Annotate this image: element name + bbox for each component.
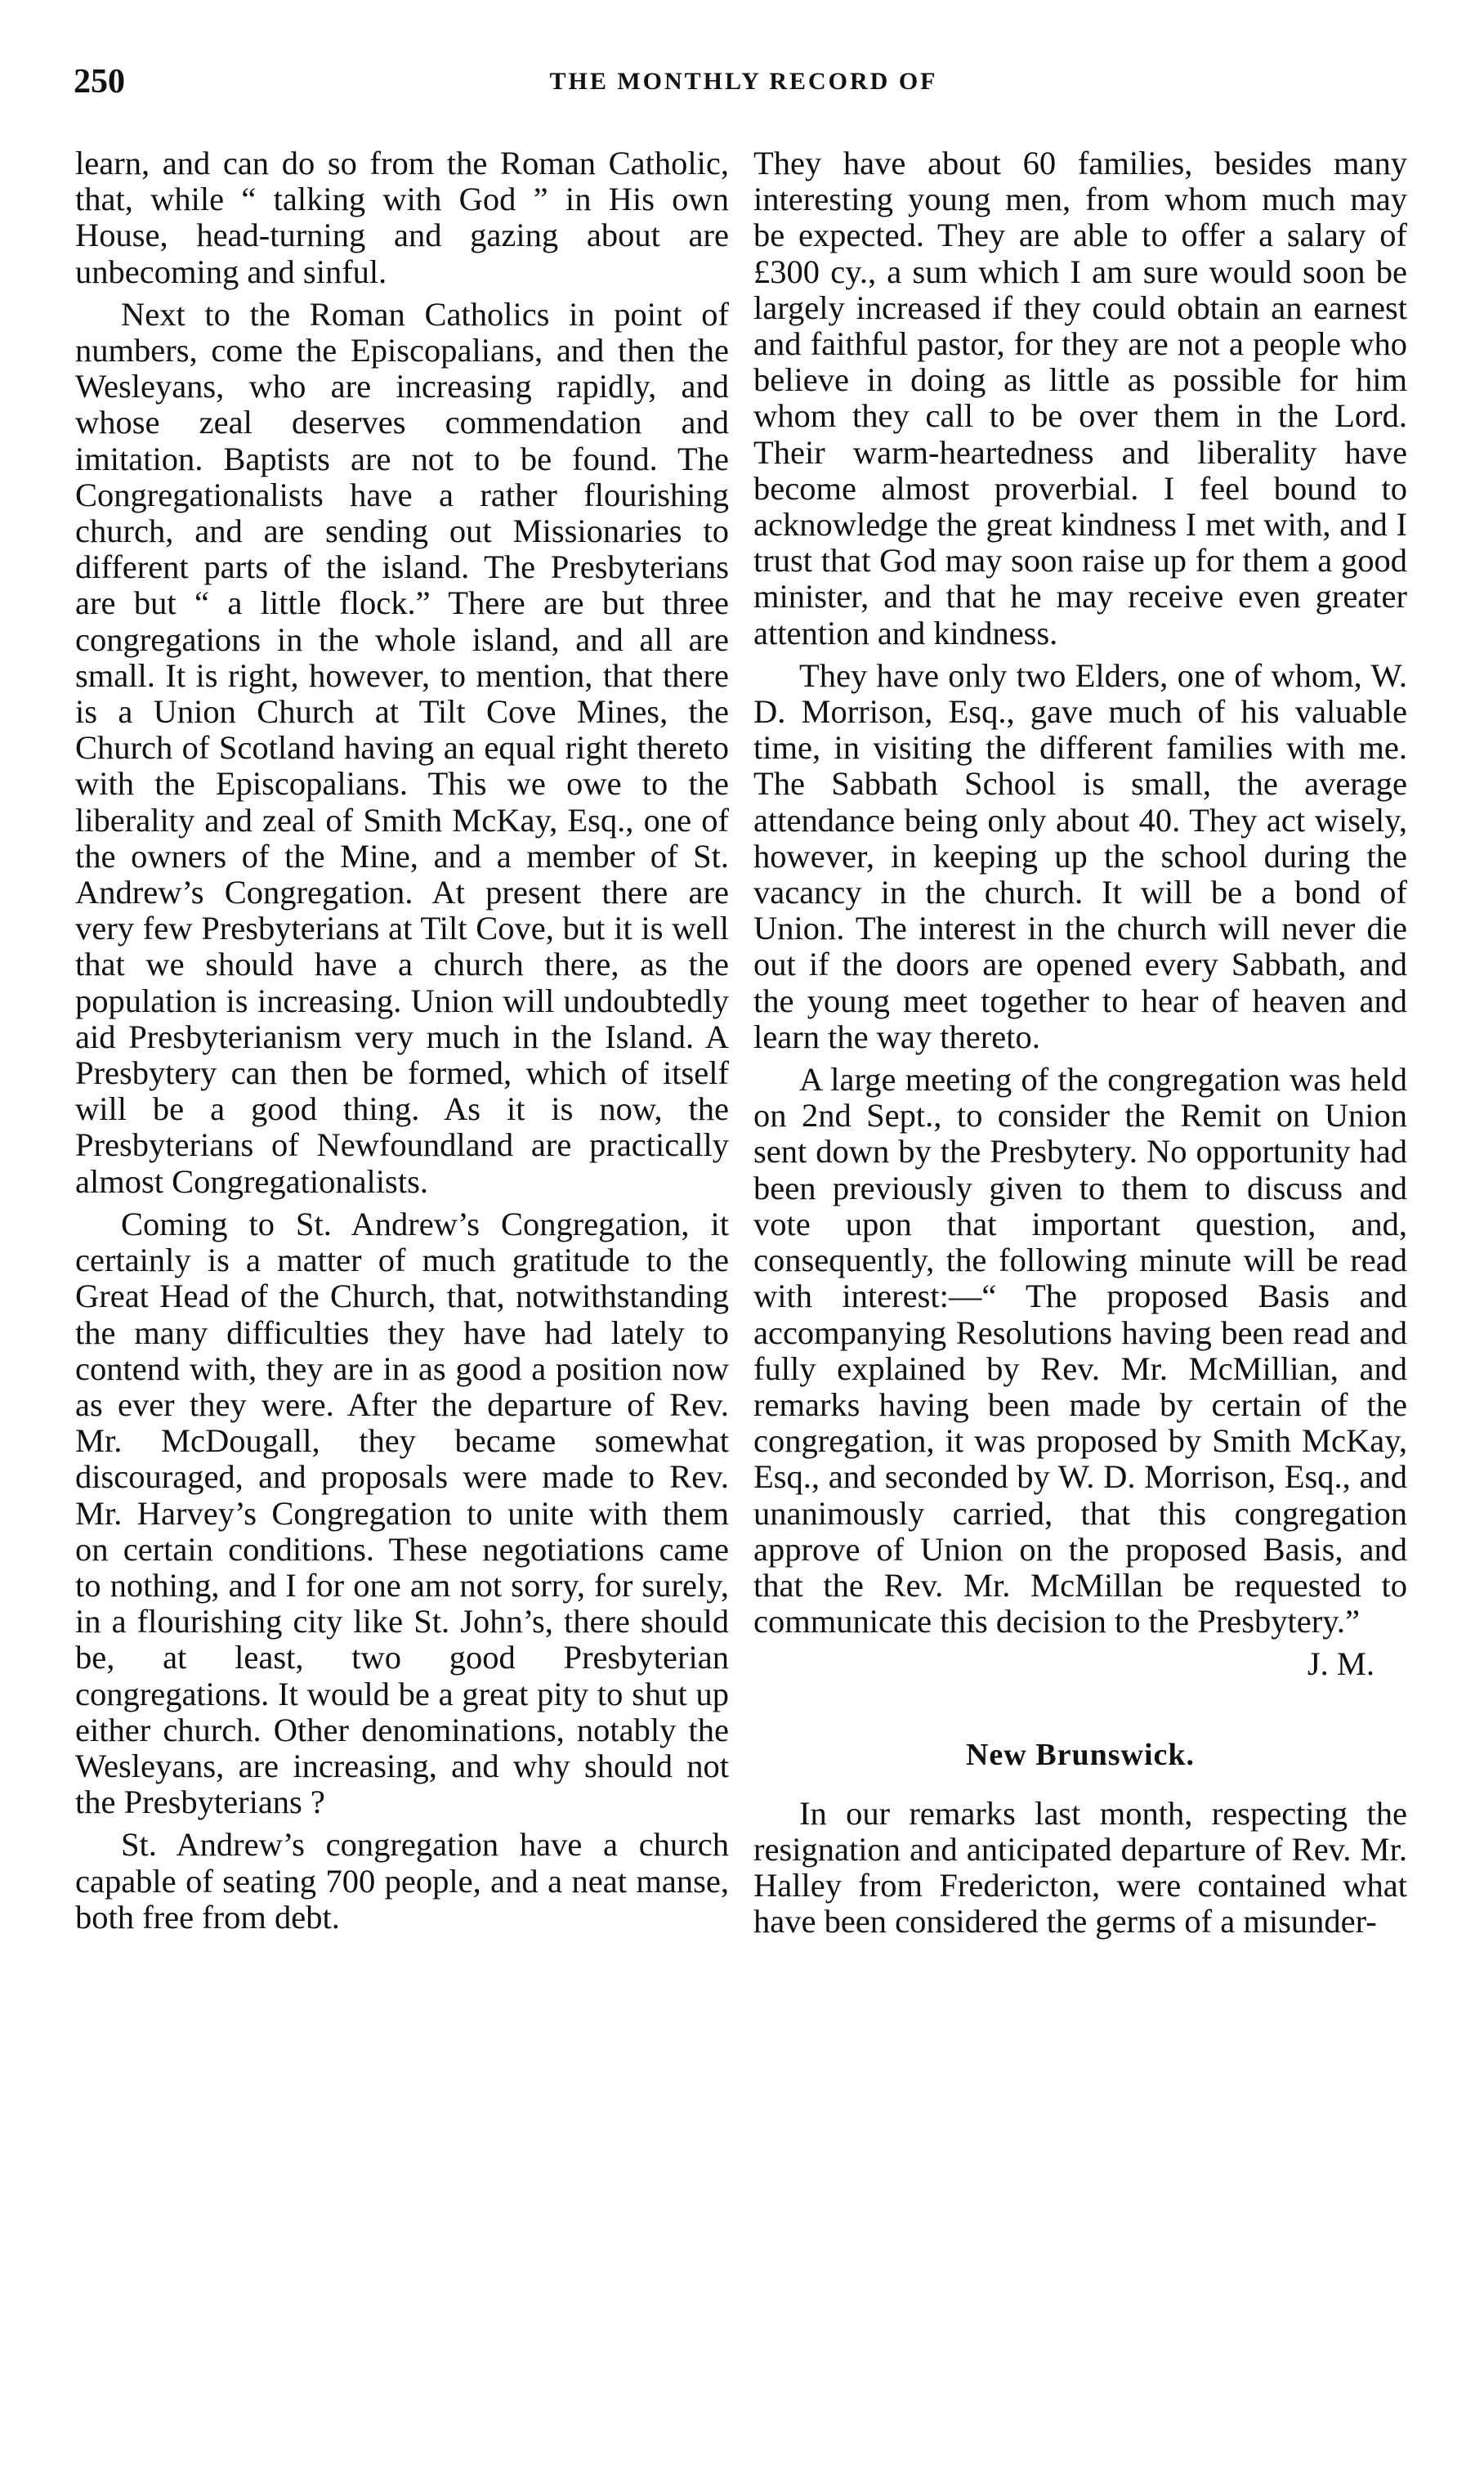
paragraph: In our remarks last month, respecting the resignation and anticipated departure of Rev. Mr. Halley from Fredericton, were contained what have been considered the germs of a misunder-	[753, 1794, 1407, 1940]
page-header	[74, 57, 1414, 106]
paragraph: Coming to St. Andrew’s Congregation, it certainly is a matter of much gratitude to the Great Head of the Church, that, notwithstanding the many difficulties they have had lately to contend with, they are in as good a position now as ever they were. After the departure of Rev. Mr. McDougall, they became somewhat discouraged, and proposals were made to Rev. Mr. Harvey’s Congregation to unite with them on certain conditions. These negotiations came to nothing, and I for one am not sorry, for surely, in a flourishing city like St. John’s, there should be, at least, two good Presbyterian congregations. It would be a great pity to shut up either church. Other denominations, notably the Wesleyans, are increasing, and why should not the Presbyterians ?	[75, 1205, 729, 1821]
section-heading: New Brunswick.	[965, 1737, 1196, 1772]
paragraph: Next to the Roman Catholics in point of numbers, come the Episcopalians, and then the Wesleyans, who are increasing rapidly, and whose zeal deserves commendation and imitation. Baptists are not to be found. The Congregationalists have a rather flourishing church, and are sending out Missionaries to different parts of the island. The Presbyterians are but “ a little flock.” There are but three congregations in the whole island, and all are small. It is right, however, to mention, that there is a Union Church at Tilt Cove Mines, the Church of Scotland having an equal right thereto with the Episcopalians. This we owe to the liberality and zeal of Smith McKay, Esq., one of the owners of the Mine, and a member of St. Andrew’s Congregation. At present there are very few Presbyterians at Tilt Cove, but it is well that we should have a church there, as the population is increasing. Union will undoubtedly aid Presbyterianism very much in the Island. A Presbytery can then be formed, which of itself will be a good thing. As it is now, the Presbyterians of Newfoundland are practically almost Congregationalists.	[75, 295, 729, 1200]
paragraph: learn, and can do so from the Roman Catholic, that, while “ talking with God ” in His own House, head-turning and gazing about are unbecoming and sinful.	[75, 145, 729, 290]
paragraph: St. Andrew’s congregation have a church capable of seating 700 people, and a neat manse, both free from debt.	[75, 1826, 729, 1936]
right-column	[753, 145, 1407, 1940]
paragraph: A large meeting of the congregation was held on 2nd Sept., to consider the Remit on Union sent down by the Presbytery. No opportunity had been previously given to them to discuss and vote upon that important question, and, consequently, the following minute will be read with interest:—“ The proposed Basis and accompanying Resolutions having been read and fully explained by Rev. Mr. McMillian, and remarks having been made by certain of the congregation, it was proposed by Smith McKay, Esq., and seconded by W. D. Morrison, Esq., and unanimously carried, that this congregation approve of Union on the proposed Basis, and that the Rev. Mr. McMillan be requested to communicate this decision to the Presbytery.”	[753, 1061, 1407, 1640]
running-title: THE MONTHLY RECORD OF	[549, 68, 938, 95]
page-number: 250	[74, 63, 125, 101]
signature-initials: J. M.	[1307, 1645, 1374, 1683]
paragraph: They have only two Elders, one of whom, W. D. Morrison, Esq., gave much of his valuable time, in visiting the different families with me. The Sabbath School is small, the average attendance being only about 40. They act wisely, however, in keeping up the school during the vacancy in the church. It will be a bond of Union. The interest in the church will never die out if the doors are opened every Sabbath, and the young meet together to hear of heaven and learn the way thereto.	[753, 656, 1407, 1055]
paragraph: They have about 60 families, besides many interesting young men, from whom much may be expected. They are able to offer a salary of £300 cy., a sum which I am sure would soon be largely increased if they could obtain an earnest and faithful pastor, for they are not a people who believe in doing as little as possible for him whom they call to be over them in the Lord. Their warm-heartedness and liberality have become almost proverbial. I feel bound to acknowledge the great kindness I met with, and I trust that God may soon raise up for them a good minister, and that he may receive even greater attention and kindness.	[753, 145, 1407, 651]
left-column	[75, 145, 729, 1942]
signature-line	[753, 1646, 1407, 1682]
